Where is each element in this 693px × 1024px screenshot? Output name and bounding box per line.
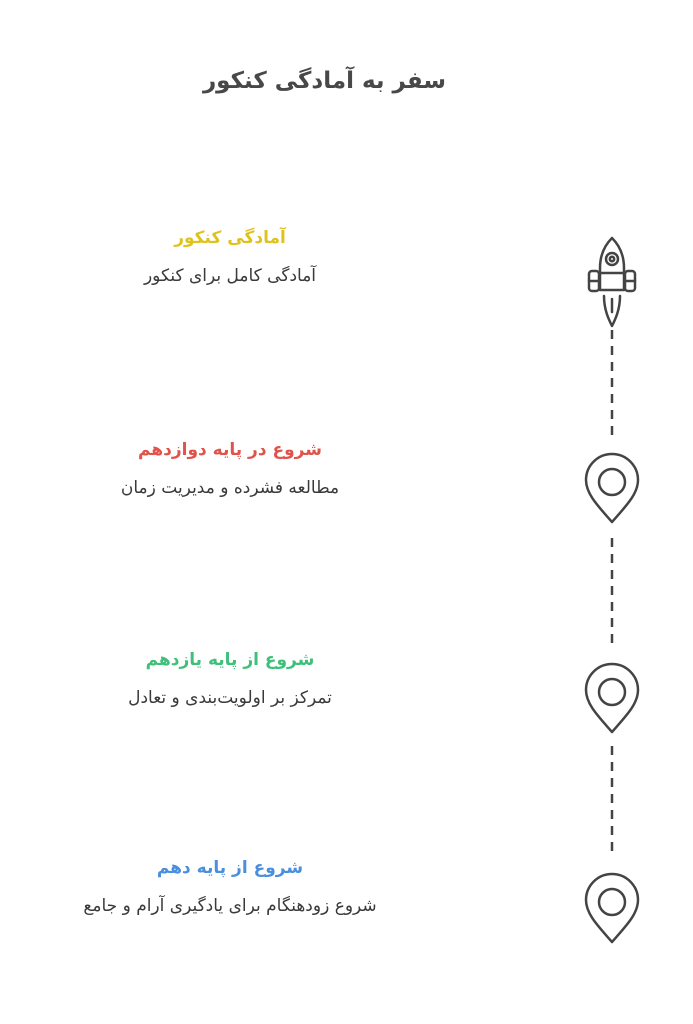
step-description: آمادگی کامل برای کنکور: [143, 266, 317, 286]
step-title: شروع از پایه یازدهم: [145, 650, 315, 670]
step-description: تمرکز بر اولویت‌بندی و تعادل: [128, 688, 332, 708]
location-pin-icon: [586, 454, 638, 522]
step-title: شروع از پایه دهم: [156, 858, 304, 878]
step-description: مطالعه فشرده و مدیریت زمان: [120, 478, 340, 498]
location-pin-icon: [586, 874, 638, 942]
location-pin-icon: [586, 664, 638, 732]
rocket-icon: [589, 238, 635, 326]
step-title: آمادگی کنکور: [174, 228, 286, 248]
diagram-title: سفر به آمادگی کنکور: [202, 68, 447, 94]
step-title: شروع در پایه دوازدهم: [138, 440, 322, 460]
step-description: شروع زودهنگام برای یادگیری آرام و جامع: [83, 896, 377, 916]
